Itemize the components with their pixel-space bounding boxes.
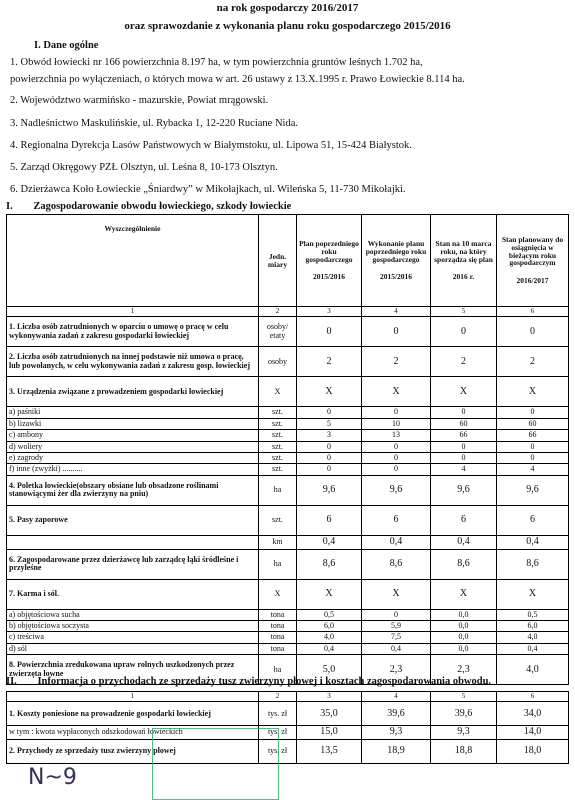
table-row — [7, 347, 569, 377]
row-unit: tona — [259, 609, 297, 620]
row-value: 4,0 — [497, 632, 569, 643]
management-table — [6, 214, 569, 685]
row-unit: ha — [259, 549, 297, 579]
table-row — [7, 464, 569, 475]
info-line: 3. Nadleśnictwo Maskulińskie, ul. Rybacka 1, 12-220 Ruciane Nida. — [10, 118, 298, 129]
row-value: 5 — [297, 418, 362, 429]
row-value: X — [362, 579, 431, 609]
section-b-number: II. — [6, 676, 17, 687]
row-value: 5,0 — [297, 655, 362, 685]
row-label: c) treściwa — [7, 632, 259, 643]
row-value: 10 — [362, 418, 431, 429]
table-row — [7, 407, 569, 418]
row-value: 7,5 — [362, 632, 431, 643]
row-label: 2. Liczba osób zatrudnionych na innej podstawie niż umowa o pracę, lub powołanych, w celu wykonywania zadań z zakresu gosp. łowieckiej — [7, 347, 259, 377]
row-value: X — [297, 377, 362, 407]
row-value: 66 — [497, 430, 569, 441]
row-value: 9,3 — [362, 726, 431, 740]
row-value: 2 — [497, 347, 569, 377]
row-label: a) objętościowa sucha — [7, 609, 259, 620]
row-value: 6,0 — [297, 621, 362, 632]
table-row — [7, 739, 569, 763]
row-value: 0,5 — [297, 609, 362, 620]
row-value: 0,4 — [431, 535, 497, 549]
row-label — [7, 535, 259, 549]
row-value: 0 — [497, 317, 569, 347]
row-value: 0,0 — [431, 609, 497, 620]
row-value: 6,0 — [497, 621, 569, 632]
row-value: 8,6 — [431, 549, 497, 579]
col-planned-header — [497, 215, 569, 307]
row-value: X — [497, 377, 569, 407]
row-value: X — [431, 377, 497, 407]
row-value: 9,3 — [431, 726, 497, 740]
row-value: 2,3 — [362, 655, 431, 685]
col-plan-year: 2015/2016 — [312, 272, 346, 282]
col-stan-title: Stan na 10 marca roku, na który sporządza się plan — [434, 238, 493, 264]
row-value: 0,4 — [497, 535, 569, 549]
row-value: 18,8 — [431, 739, 497, 763]
table-row — [7, 418, 569, 429]
col-number: 3 — [297, 307, 362, 317]
row-value: 39,6 — [431, 702, 497, 726]
row-value: 0 — [362, 407, 431, 418]
col-number: 4 — [362, 307, 431, 317]
row-value: 0 — [362, 452, 431, 463]
info-line: 6. Dzierżawca Koło Łowieckie „Śniardwy” w Mikołajkach, ul. Wileńska 5, 11-730 Mikołajki. — [10, 184, 406, 195]
table-row — [7, 621, 569, 632]
row-label: 1. Liczba osób zatrudnionych w oparciu o umowę o pracę w celu wykonywania zadań z zakresu gospodarki łowieckiej — [7, 317, 259, 347]
row-label: 3. Urządzenia związane z prowadzeniem gospodarki łowieckiej — [7, 377, 259, 407]
row-value: 0,4 — [497, 643, 569, 654]
row-value: 14,0 — [497, 726, 569, 740]
header-line-1: na rok gospodarczy 2016/2017 — [216, 2, 359, 14]
row-unit: tona — [259, 621, 297, 632]
row-unit: tys. zł — [259, 739, 297, 763]
col-number: 6 — [497, 692, 569, 702]
table-row — [7, 441, 569, 452]
col-exec-year: 2015/2016 — [379, 272, 413, 282]
row-value: 3 — [297, 430, 362, 441]
row-label: 1. Koszty poniesione na prowadzenie gospodarki łowieckiej — [7, 702, 259, 726]
row-value: 4,0 — [297, 632, 362, 643]
row-value: 0 — [431, 317, 497, 347]
row-value: 0 — [362, 441, 431, 452]
table-row — [7, 377, 569, 407]
row-unit: szt. — [259, 430, 297, 441]
section-a-number: I. — [6, 201, 13, 212]
row-value: 9,6 — [297, 475, 362, 505]
col-number: 5 — [431, 692, 497, 702]
row-value: 4 — [497, 464, 569, 475]
col-number: 5 — [431, 307, 497, 317]
col-number: 6 — [497, 307, 569, 317]
table-row — [7, 632, 569, 643]
row-unit: tys. zł — [259, 726, 297, 740]
row-value: 0 — [297, 452, 362, 463]
row-value: 13 — [362, 430, 431, 441]
row-value: 0,4 — [362, 535, 431, 549]
row-label: 2. Przychody ze sprzedaży tusz zwierzyny płowej — [7, 739, 259, 763]
table-row — [7, 452, 569, 463]
col-planned-title: Stan planowany do osiągnięcia w bieżącym roku gospodarczym — [501, 234, 564, 268]
info-line: 1. Obwód łowiecki nr 166 powierzchnia 8.197 ha, w tym powierzchnia gruntów leśnych 1.702 ha, — [10, 57, 423, 68]
row-value: X — [362, 377, 431, 407]
row-unit: szt. — [259, 407, 297, 418]
col-plan-header — [297, 215, 362, 307]
section-b-title: Informacja o przychodach ze sprzedaży tusz zwierzyny płowej i kosztach zagospodarowania obwodu. — [37, 676, 492, 687]
col-stan-header — [431, 215, 497, 307]
row-value: 0 — [497, 452, 569, 463]
row-value: 0 — [297, 464, 362, 475]
row-unit: szt. — [259, 505, 297, 535]
row-value: 60 — [497, 418, 569, 429]
handwritten-signature: N~9 — [28, 765, 77, 790]
row-value: 6 — [431, 505, 497, 535]
row-label: 4. Poletka łowieckie(obszary obsiane lub obsadzone roślinami stanowiącymi żer dla zwierzyny na pniu) — [7, 475, 259, 505]
row-unit: X — [259, 579, 297, 609]
row-value: 2,3 — [431, 655, 497, 685]
info-line: 4. Regionalna Dyrekcja Lasów Państwowych w Białymstoku, ul. Lipowa 51, 15-424 Białystok. — [10, 140, 412, 151]
row-label: 7. Karma i sól. — [7, 579, 259, 609]
row-unit: km — [259, 535, 297, 549]
row-unit: szt. — [259, 452, 297, 463]
row-value: 0 — [362, 317, 431, 347]
col-exec-title: Wykonanie planu poprzedniego roku gospodarczego — [365, 238, 427, 264]
col-number: 2 — [259, 307, 297, 317]
row-unit: tys. zł — [259, 702, 297, 726]
row-value: 60 — [431, 418, 497, 429]
row-unit: ha — [259, 655, 297, 685]
row-value: 18,9 — [362, 739, 431, 763]
row-value: 0 — [297, 407, 362, 418]
row-value: 0,4 — [362, 643, 431, 654]
row-label: 6. Zagospodarowane przez dzierżawcę lub zarządcę łąki śródleśne i przyleśne — [7, 549, 259, 579]
section-a-heading — [6, 201, 291, 212]
col-planned-year: 2016/2017 — [516, 276, 549, 286]
table-header-row — [7, 215, 569, 307]
row-value: 4 — [431, 464, 497, 475]
row-value: 34,0 — [497, 702, 569, 726]
row-label: d) sól — [7, 643, 259, 654]
row-value: 0,0 — [431, 643, 497, 654]
row-unit: osoby — [259, 347, 297, 377]
row-value: 8,6 — [362, 549, 431, 579]
table-row — [7, 726, 569, 740]
section-a-title: Zagospodarowanie obwodu łowieckiego, szkody łowieckie — [33, 201, 292, 212]
row-unit: X — [259, 377, 297, 407]
row-value: 5,9 — [362, 621, 431, 632]
row-value: 0,0 — [431, 621, 497, 632]
row-value: 66 — [431, 430, 497, 441]
col-desc-header: Wyszczególnienie — [7, 215, 259, 307]
row-value: 13,5 — [297, 739, 362, 763]
table-row — [7, 643, 569, 654]
col-number: 3 — [297, 692, 362, 702]
table-row — [7, 579, 569, 609]
col-unit-header: Jedn. miary — [259, 215, 297, 307]
col-number: 1 — [7, 692, 259, 702]
row-value: 0 — [297, 317, 362, 347]
row-value: 39,6 — [362, 702, 431, 726]
table-row — [7, 549, 569, 579]
column-number-row — [7, 692, 569, 702]
row-value: 0,5 — [497, 609, 569, 620]
row-label: c) ambony — [7, 430, 259, 441]
row-value: 9,6 — [497, 475, 569, 505]
income-table — [6, 691, 569, 764]
row-value: 6 — [362, 505, 431, 535]
row-value: 0 — [497, 441, 569, 452]
row-value: 0 — [362, 464, 431, 475]
row-value: 6 — [297, 505, 362, 535]
table-row — [7, 317, 569, 347]
table-row — [7, 702, 569, 726]
row-value: 2 — [362, 347, 431, 377]
row-value: 35,0 — [297, 702, 362, 726]
table-row — [7, 535, 569, 549]
table-row — [7, 430, 569, 441]
col-plan-title: Plan poprzedniego roku gospodarczego — [299, 238, 359, 264]
row-unit: szt. — [259, 441, 297, 452]
table-row — [7, 505, 569, 535]
row-value: 0,4 — [297, 535, 362, 549]
row-value: 2 — [297, 347, 362, 377]
row-label: b) objętościowa soczysta — [7, 621, 259, 632]
section-b-heading — [6, 676, 491, 687]
table-row — [7, 475, 569, 505]
row-unit: osoby/ etaty — [259, 317, 297, 347]
row-label: 5. Pasy zaporowe — [7, 505, 259, 535]
row-value: 9,6 — [431, 475, 497, 505]
row-value: 6 — [497, 505, 569, 535]
row-unit: ha — [259, 475, 297, 505]
row-value: 8,6 — [297, 549, 362, 579]
row-value: 0 — [431, 452, 497, 463]
info-line: powierzchnia po wyłączeniach, o których mowa w art. 26 ustawy z 13.X.1995 r. Prawo Łowieckie 8.114 ha. — [10, 74, 465, 85]
col-exec-header — [362, 215, 431, 307]
row-value: 9,6 — [362, 475, 431, 505]
row-value: 18,0 — [497, 739, 569, 763]
col-number: 4 — [362, 692, 431, 702]
row-label: f) inne (zwyżki) .......... — [7, 464, 259, 475]
row-value: 15,0 — [297, 726, 362, 740]
row-label: a) paśniki — [7, 407, 259, 418]
col-number: 2 — [259, 692, 297, 702]
info-line: 2. Województwo warmińsko - mazurskie, Powiat mrągowski. — [10, 95, 269, 106]
row-value: 0 — [297, 441, 362, 452]
column-number-row — [7, 307, 569, 317]
row-value: 0 — [431, 441, 497, 452]
section-1-title: I. Dane ogólne — [34, 40, 99, 51]
row-value: X — [497, 579, 569, 609]
row-value: 0 — [431, 407, 497, 418]
row-value: 8,6 — [497, 549, 569, 579]
col-number: 1 — [7, 307, 259, 317]
office-stamp — [152, 728, 279, 800]
info-line: 5. Zarząd Okręgowy PZŁ Olsztyn, ul. Leśna 8, 10-173 Olsztyn. — [10, 162, 278, 173]
row-unit: szt. — [259, 464, 297, 475]
table-row — [7, 609, 569, 620]
row-unit: szt. — [259, 418, 297, 429]
row-label: 8. Powierzchnia zredukowana upraw rolnych uszkodzonych przez zwierzęta łowne — [7, 655, 259, 685]
row-unit: tona — [259, 643, 297, 654]
row-label: d) woliery — [7, 441, 259, 452]
col-stan-year: 2016 r. — [452, 272, 475, 282]
row-unit: tona — [259, 632, 297, 643]
row-value: 0 — [362, 609, 431, 620]
row-value: 0,4 — [297, 643, 362, 654]
row-value: 0,0 — [431, 632, 497, 643]
row-label: e) zagrody — [7, 452, 259, 463]
header-line-2: oraz sprawozdanie z wykonania planu roku gospodarczego 2015/2016 — [124, 20, 451, 32]
row-value: 0 — [497, 407, 569, 418]
row-value: 2 — [431, 347, 497, 377]
row-value: X — [431, 579, 497, 609]
row-value: 4,0 — [497, 655, 569, 685]
row-value: X — [297, 579, 362, 609]
row-label: b) lizawki — [7, 418, 259, 429]
row-label: w tym : kwota wypłaconych odszkodowań łowieckich — [7, 726, 259, 740]
